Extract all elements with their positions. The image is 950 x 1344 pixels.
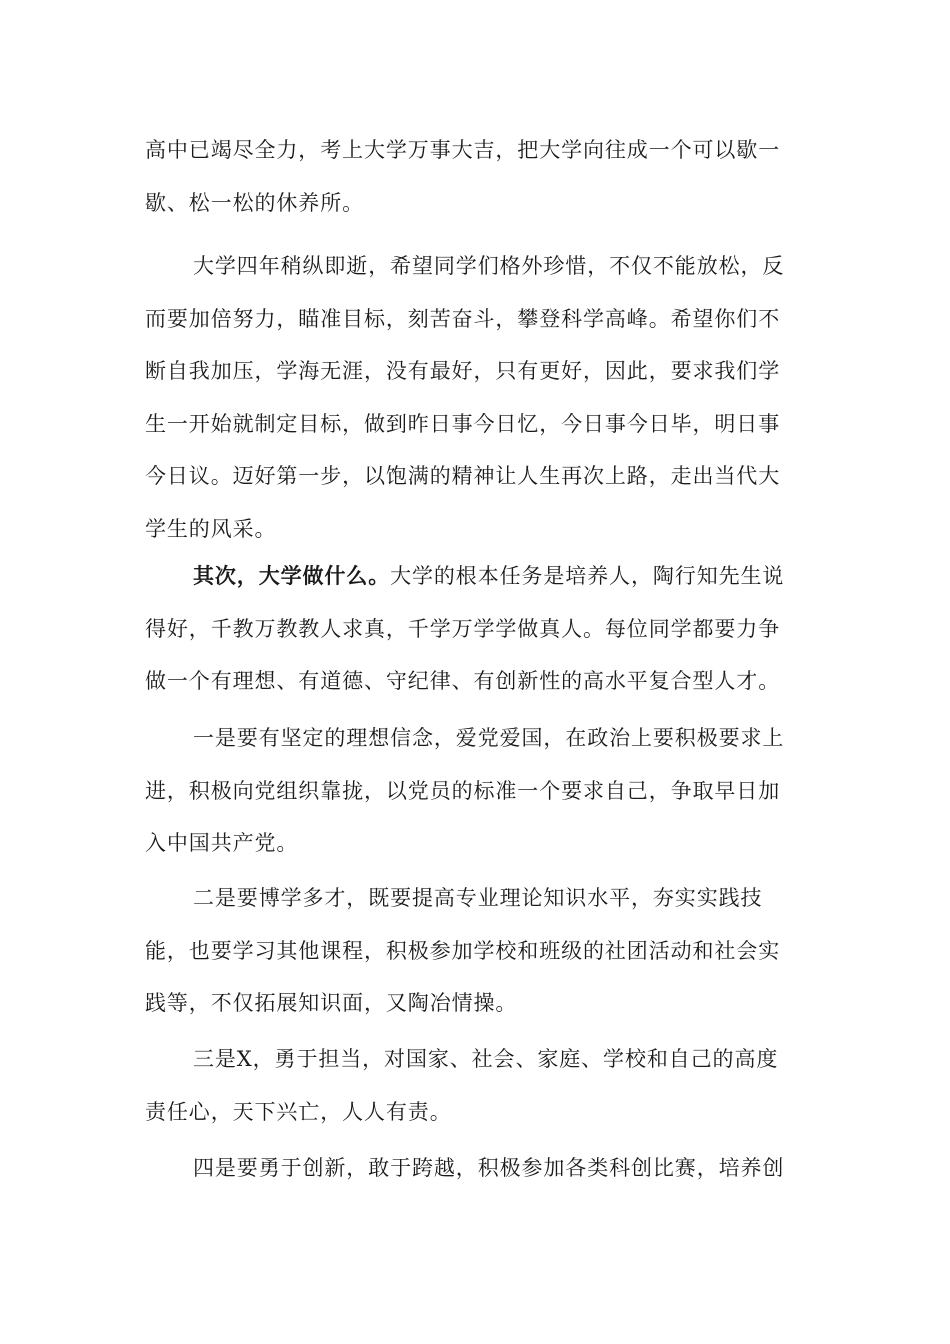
paragraph-line: 生一开始就制定目标，做到昨日事今日忆，今日事今日毕，明日事 [145,411,781,436]
paragraph-line: 四是要勇于创新，敢于跨越，积极参加各类科创比赛，培养创 [193,1156,785,1180]
paragraph-line: 高中已竭尽全力，考上大学万事大吉，把大学向往成一个可以歇一 [145,138,781,162]
paragraph-1 [145,124,807,229]
paragraph-6 [145,1033,807,1138]
paragraph-2 [145,240,807,555]
paragraph-line: 二是要博学多才，既要提高专业理论知识水平，夯实实践技 [193,886,763,910]
paragraph-line: 入中国共产党。 [145,831,299,855]
paragraph-4 [145,712,807,870]
paragraph-5 [145,872,807,1030]
paragraph-line: 学生的风采。 [145,516,277,541]
paragraph-line: 能，也要学习其他课程，积极参加学校和班级的社团活动和社会实 [145,938,781,963]
paragraph-line: 做一个有理想、有道德、守纪律、有创新性的高水平复合型人才。 [145,669,781,693]
paragraph-line: 进，积极向党组织靠拢，以党员的标准一个要求自己，争取早日加 [145,778,781,803]
paragraph-line: 歇、松一松的休养所。 [145,190,364,215]
paragraph-line: 三是X，勇于担当，对国家、社会、家庭、学校和自己的高度 [193,1047,779,1071]
paragraph-line: 一是要有坚定的理想信念，爱党爱国，在政治上要积极要求上 [193,726,785,750]
bold-heading: 其次，大学做什么。 [193,563,391,588]
paragraph-line: 断自我加压，学海无涯，没有最好，只有更好，因此，要求我们学 [145,359,781,383]
paragraph-line: 得好，千教万教教人求真，千学万学学做真人。每位同学都要力争 [145,616,781,641]
paragraph-line: 今日议。迈好第一步，以饱满的精神让人生再次上路，走出当代大 [145,464,781,488]
paragraph-line-text: 大学的根本任务是培养人，陶行知先生说 [390,564,785,588]
paragraph-line: 而要加倍努力，瞄准目标，刻苦奋斗，攀登科学高峰。希望你们不 [145,306,781,331]
paragraph-line: 大学四年稍纵即逝，希望同学们格外珍惜，不仅不能放松，反 [193,254,785,278]
paragraph-line: 践等，不仅拓展知识面，又陶冶情操。 [145,991,518,1015]
paragraph-line: 责任心，天下兴亡，人人有责。 [145,1099,452,1124]
paragraph-3 [145,550,807,708]
paragraph-7 [145,1142,807,1195]
paragraph-line [145,550,807,603]
